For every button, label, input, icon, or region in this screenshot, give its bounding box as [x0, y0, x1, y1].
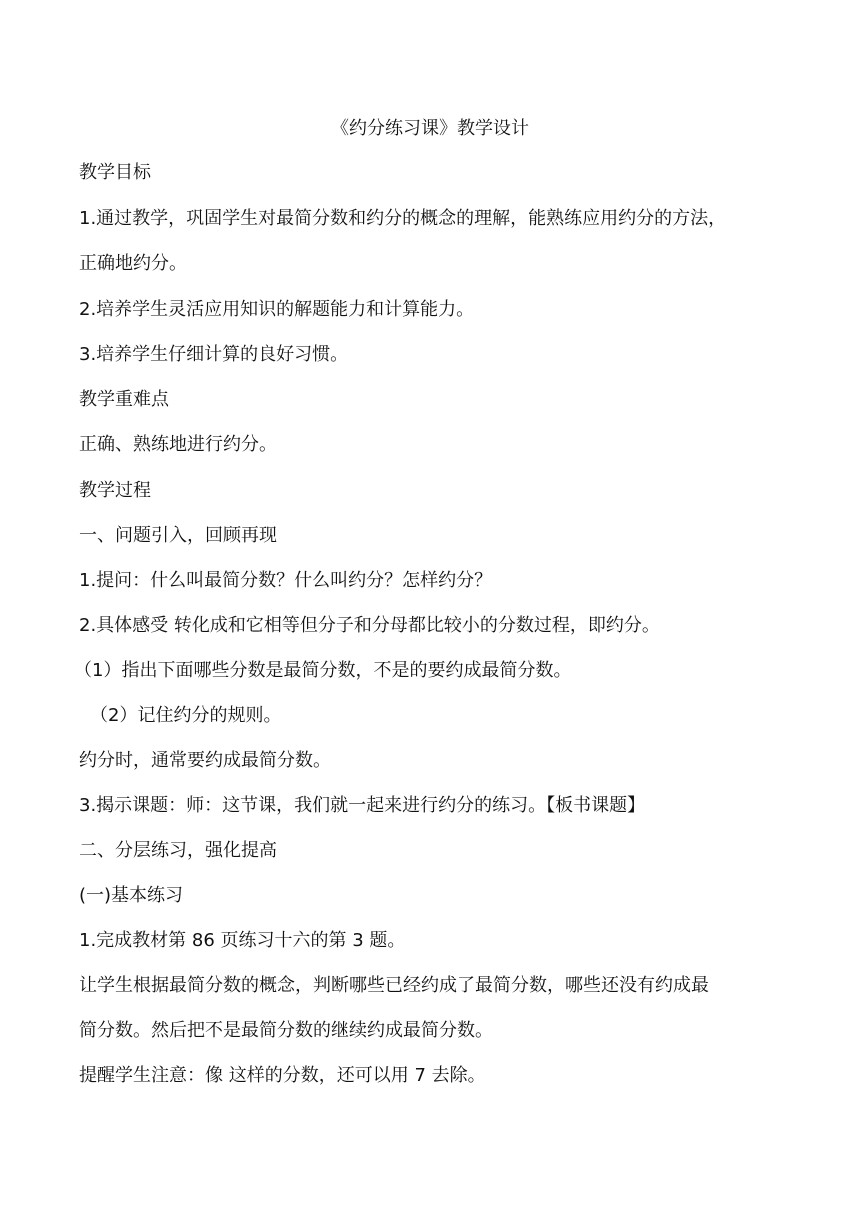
heading-section-one: 一、问题引入，回顾再现 [79, 525, 277, 546]
paragraph-experience: 2.具体感受 转化成和它相等但分子和分母都比较小的分数过程，即约分。 [79, 615, 660, 636]
heading-section-two: 二、分层练习，强化提高 [79, 840, 277, 861]
paragraph-goal-1: 1.通过教学，巩固学生对最简分数和约分的概念的理解，能熟练应用约分的方法， [79, 208, 727, 229]
paragraph-goal-2: 2.培养学生灵活应用知识的解题能力和计算能力。 [79, 299, 475, 320]
paragraph-goal-3: 3.培养学生仔细计算的良好习惯。 [79, 344, 349, 365]
heading-key-difficulties: 教学重难点 [79, 389, 169, 410]
paragraph-goal-1-continued: 正确地约分。 [79, 253, 187, 274]
document-title: 《约分练习课》教学设计 [331, 118, 529, 139]
paragraph-question: 1.提问：什么叫最简分数？什么叫约分？怎样约分？ [79, 570, 493, 591]
paragraph-exercise-1: 1.完成教材第 86 页练习十六的第 3 题。 [79, 930, 406, 951]
paragraph-reminder: 提醒学生注意：像 这样的分数，还可以用 7 去除。 [79, 1065, 486, 1086]
paragraph-item-2: （2）记住约分的规则。 [90, 705, 282, 726]
heading-basic-practice: (一)基本练习 [79, 885, 184, 906]
heading-teaching-process: 教学过程 [79, 480, 151, 501]
paragraph-judge-fractions-continued: 简分数。然后把不是最简分数的继续约成最简分数。 [79, 1020, 493, 1041]
paragraph-judge-fractions: 让学生根据最简分数的概念，判断哪些已经约成了最简分数，哪些还没有约成最 [79, 975, 709, 996]
paragraph-key-difficulties: 正确、熟练地进行约分。 [79, 434, 277, 455]
paragraph-reveal-topic: 3.揭示课题：师：这节课，我们就一起来进行约分的练习。【板书课题】 [79, 795, 646, 816]
paragraph-rule: 约分时，通常要约成最简分数。 [79, 750, 331, 771]
heading-teaching-goals: 教学目标 [79, 162, 151, 183]
paragraph-item-1: （1）指出下面哪些分数是最简分数，不是的要约成最简分数。 [74, 660, 572, 681]
